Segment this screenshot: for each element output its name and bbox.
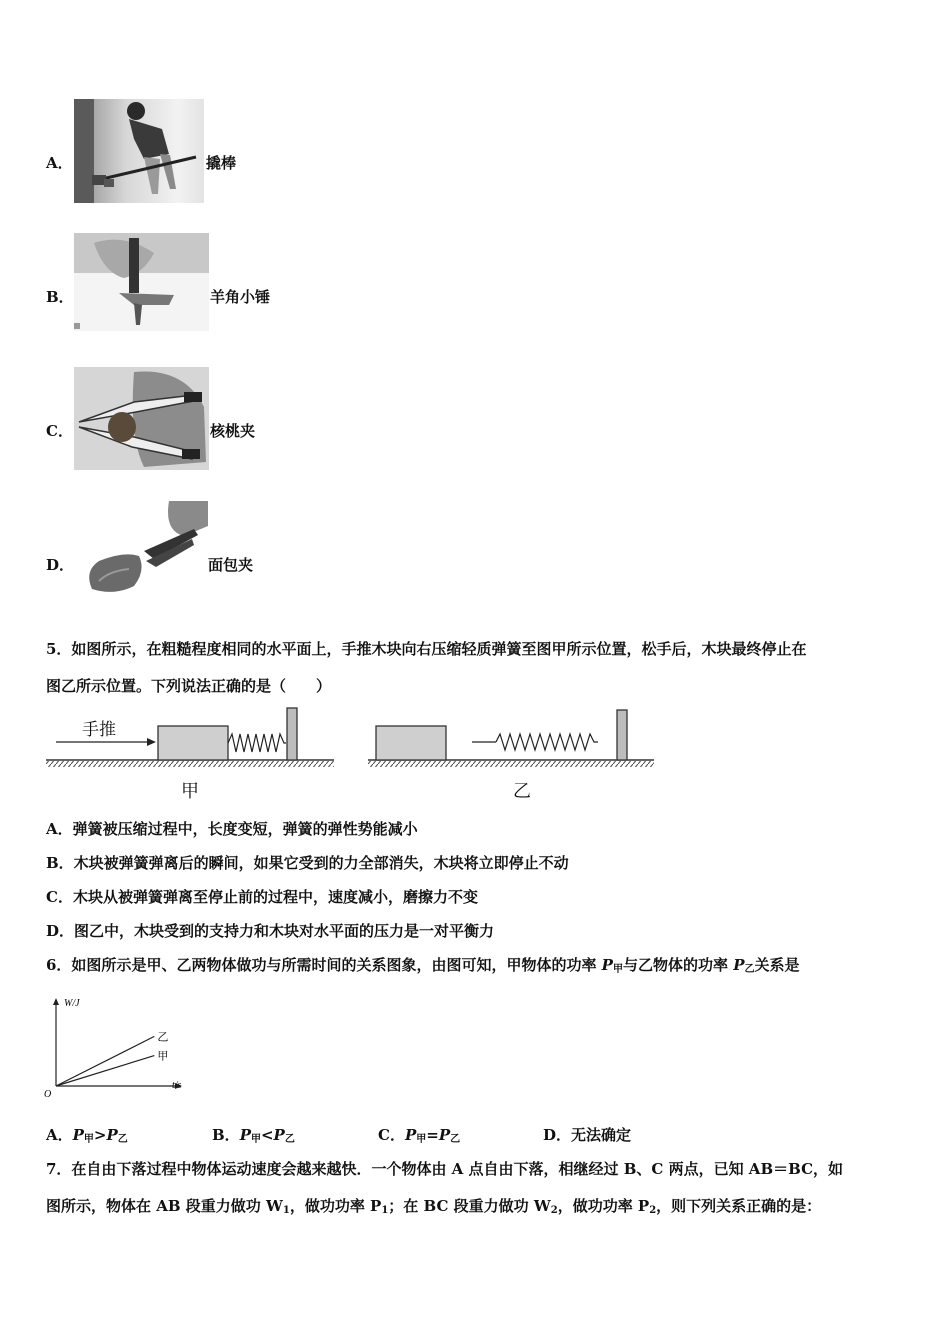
hammer-icon <box>74 233 209 331</box>
option-c-letter: C． <box>46 422 73 440</box>
option-b-letter: B． <box>46 288 74 306</box>
q6-option-d-letter: D． <box>543 1126 572 1144</box>
sub-1: 1 <box>381 1205 389 1216</box>
sub-jia: 甲 <box>416 1134 427 1145</box>
q7-line2-d: ，做功功率 P <box>557 1197 650 1215</box>
series-label-2: 甲 <box>157 1049 169 1063</box>
sub-yi: 乙 <box>117 1134 128 1145</box>
q6-stem-suffix: 关系是 <box>754 956 800 974</box>
p-symbol: P <box>239 1126 251 1144</box>
x-axis-label: t/s <box>172 1080 182 1091</box>
sub-2: 2 <box>550 1205 558 1216</box>
sub-yi: 乙 <box>450 1134 461 1145</box>
q6-option-b-letter: B． <box>212 1126 240 1144</box>
wood-block <box>376 726 446 760</box>
crowbar-person-photo <box>74 99 204 203</box>
y-axis-label: W/J <box>64 998 80 1009</box>
relation: < <box>260 1126 274 1144</box>
origin-label: O <box>44 1089 52 1100</box>
relation: = <box>426 1126 439 1144</box>
sub-jia: 甲 <box>612 964 623 975</box>
tongs-icon <box>74 501 208 599</box>
ground-hatch <box>368 761 654 767</box>
y-axis-arrow <box>53 998 59 1005</box>
q7-line1: 7．在自由下落过程中物体运动速度会越来越快．一个物体由 A 点自由下落，相继经过 B、C 两点，已知 AB＝BC，如 <box>46 1160 844 1178</box>
sub-jia: 甲 <box>250 1134 261 1145</box>
q6-option-c-letter: C． <box>378 1126 405 1144</box>
q6-stem-prefix: 6．如图所示是甲、乙两物体做功与所需时间的关系图象，由图可知，甲物体的功率 <box>46 956 602 974</box>
q6-option-a <box>46 1124 128 1145</box>
p-symbol: P <box>106 1126 118 1144</box>
q7-line2-c: ；在 BC 段重力做功 W <box>388 1197 551 1215</box>
push-label: 手推 <box>82 720 116 740</box>
bread-tongs-photo <box>74 501 208 599</box>
sub-2: 2 <box>649 1205 657 1216</box>
option-d-label: 面包夹 <box>208 556 254 574</box>
sub-yi: 乙 <box>744 964 755 975</box>
q5-option-a: A．弹簧被压缩过程中，长度变短，弹簧的弹性势能减小 <box>46 820 418 838</box>
caption-yi: 乙 <box>513 781 531 802</box>
option-b-label: 羊角小锤 <box>210 288 271 306</box>
option-d-letter: D． <box>46 556 75 574</box>
push-arrow-head <box>147 738 156 746</box>
q6-option-d-text: 无法确定 <box>571 1126 632 1144</box>
q6-stem-mid: 与乙物体的功率 <box>622 956 734 974</box>
p-symbol: P <box>601 956 613 974</box>
q6-stem <box>46 954 799 975</box>
q5-option-d: D．图乙中，木块受到的支持力和木块对水平面的压力是一对平衡力 <box>46 922 495 940</box>
q6-option-c <box>378 1124 460 1145</box>
q7-line2-a: 图所示，物体在 AB 段重力做功 W <box>46 1197 283 1215</box>
spring-compressed <box>228 734 286 752</box>
option-c-label: 核桃夹 <box>210 422 256 440</box>
spring-figure-yi <box>368 704 658 770</box>
ground-hatch <box>46 761 334 767</box>
q5-stem-line1: 5．如图所示，在粗糙程度相同的水平面上，手推木块向右压缩轻质弹簧至图甲所示位置，松手后，木块最终停止在 <box>46 640 807 658</box>
claw-hammer-photo <box>74 233 209 331</box>
nutcracker-icon <box>74 367 209 470</box>
wall <box>617 710 627 760</box>
q5-option-c: C．木块从被弹簧弹离至停止前的过程中，速度减小，磨擦力不变 <box>46 888 478 906</box>
spring-relaxed <box>496 734 598 750</box>
series-line-1 <box>56 1036 154 1086</box>
q7-line2-e: ，则下列关系正确的是： <box>656 1197 822 1215</box>
relation: > <box>93 1126 107 1144</box>
wood-block <box>158 726 228 760</box>
sub-yi: 乙 <box>284 1134 295 1145</box>
sub-1: 1 <box>282 1205 290 1216</box>
q7-line2-b: ，做功功率 P <box>289 1197 382 1215</box>
q7-line2 <box>46 1195 821 1216</box>
sub-jia: 甲 <box>83 1134 94 1145</box>
series-line-2 <box>56 1056 154 1086</box>
p-symbol: P <box>733 956 745 974</box>
q5-stem-line2: 图乙所示位置。下列说法正确的是（ ） <box>46 677 332 695</box>
q5-option-b: B．木块被弹簧弹离后的瞬间，如果它受到的力全部消失，木块将立即停止不动 <box>46 854 569 872</box>
q6-option-d <box>543 1124 631 1145</box>
p-symbol: P <box>438 1126 451 1144</box>
work-time-chart <box>40 996 200 1102</box>
option-a-label: 撬棒 <box>206 154 237 172</box>
crowbar-icon <box>74 99 204 203</box>
wall <box>287 708 297 760</box>
walnut-cracker-photo <box>74 367 209 470</box>
option-a-letter: A． <box>46 154 73 172</box>
caption-jia: 甲 <box>181 781 199 802</box>
p-symbol: P <box>273 1126 285 1144</box>
series-label-1: 乙 <box>157 1030 169 1044</box>
p-symbol: P <box>404 1126 417 1144</box>
q6-option-a-letter: A． <box>46 1126 73 1144</box>
q6-option-b <box>212 1124 295 1145</box>
p-symbol: P <box>72 1126 84 1144</box>
